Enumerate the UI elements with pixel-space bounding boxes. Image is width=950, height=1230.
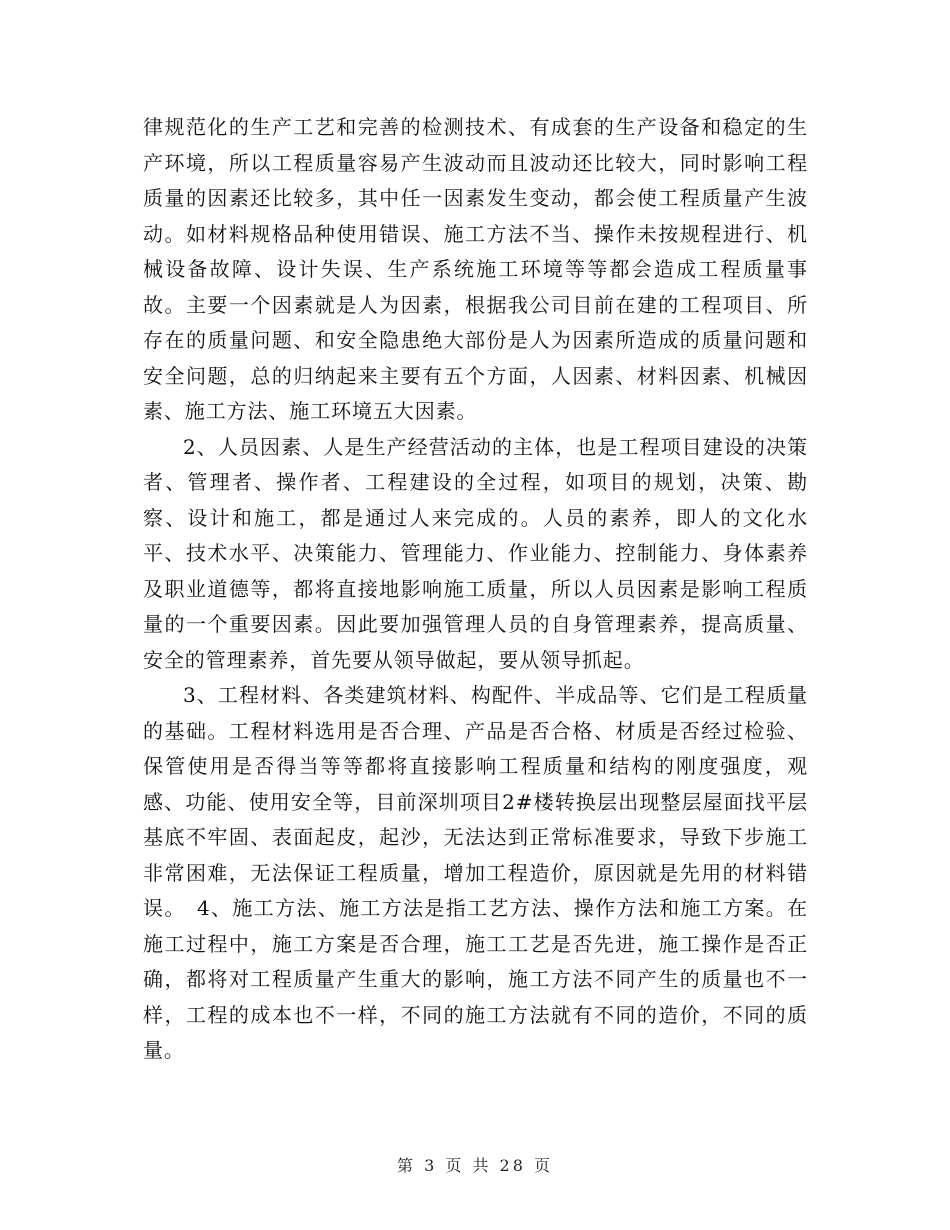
paragraph-continuation: 律规范化的生产工艺和完善的检测技术、有成套的生产设备和稳定的生产环境，所以工程质量容易产生波动而且波动还比较大，同时影响工程质量的因素还比较多，其中任一因素发生变动，都会使工程质量产生波动。如材料规格品种使用错误、施工方法不当、操作未按规程进行、机械设备故障、设计失误、生产系统施工环境等等都会造成工程质量事故。主要一个因素就是人为因素，根据我公司目前在建的工程项目、所存在的质量问题、和安全隐患绝大部份是人为因素所造成的质量问题和安全问题，总的归纳起来主要有五个方面，人因素、材料因素、机械因素、施工方法、施工环境五大因素。 xyxy=(143,115,808,423)
page-number-footer: 第 3 页 共 28 页 xyxy=(397,1156,553,1175)
document-body xyxy=(143,110,808,1069)
paragraph-personnel-factors: 2、人员因素、人是生产经营活动的主体，也是工程项目建设的决策者、管理者、操作者、工程建设的全过程，如项目的规划，决策、勘察、设计和施工，都是通过人来完成的。人员的素养，即人的文化水平、技术水平、决策能力、管理能力、作业能力、控制能力、身体素养及职业道德等，都将直接地影响施工质量，所以人员因素是影响工程质量的一个重要因素。因此要加强管理人员的自身管理素养，提高质量、安全的管理素养，首先要从领导做起，要从领导抓起。 xyxy=(143,434,808,672)
paragraph-materials-and-methods: 3、工程材料、各类建筑材料、构配件、半成品等、它们是工程质量的基础。工程材料选用是否合理、产品是否合格、材质是否经过检验、保管使用是否得当等等都将直接影响工程质量和结构的刚度强度，观感、功能、使用安全等，目前深圳项目2#楼转换层出现整层屋面找平层基底不牢固、表面起皮，起沙，无法达到正常标准要求，导致下步施工非常困难，无法保证工程质量，增加工程造价，原因就是先用的材料错误。 4、施工方法、施工方法是指工艺方法、操作方法和施工方案。在施工过程中，施工方案是否合理，施工工艺是否先进，施工操作是否正确，都将对工程质量产生重大的影响，施工方法不同产生的质量也不一样，工程的成本也不一样，不同的施工方法就有不同的造价，不同的质量。 xyxy=(143,683,808,1062)
